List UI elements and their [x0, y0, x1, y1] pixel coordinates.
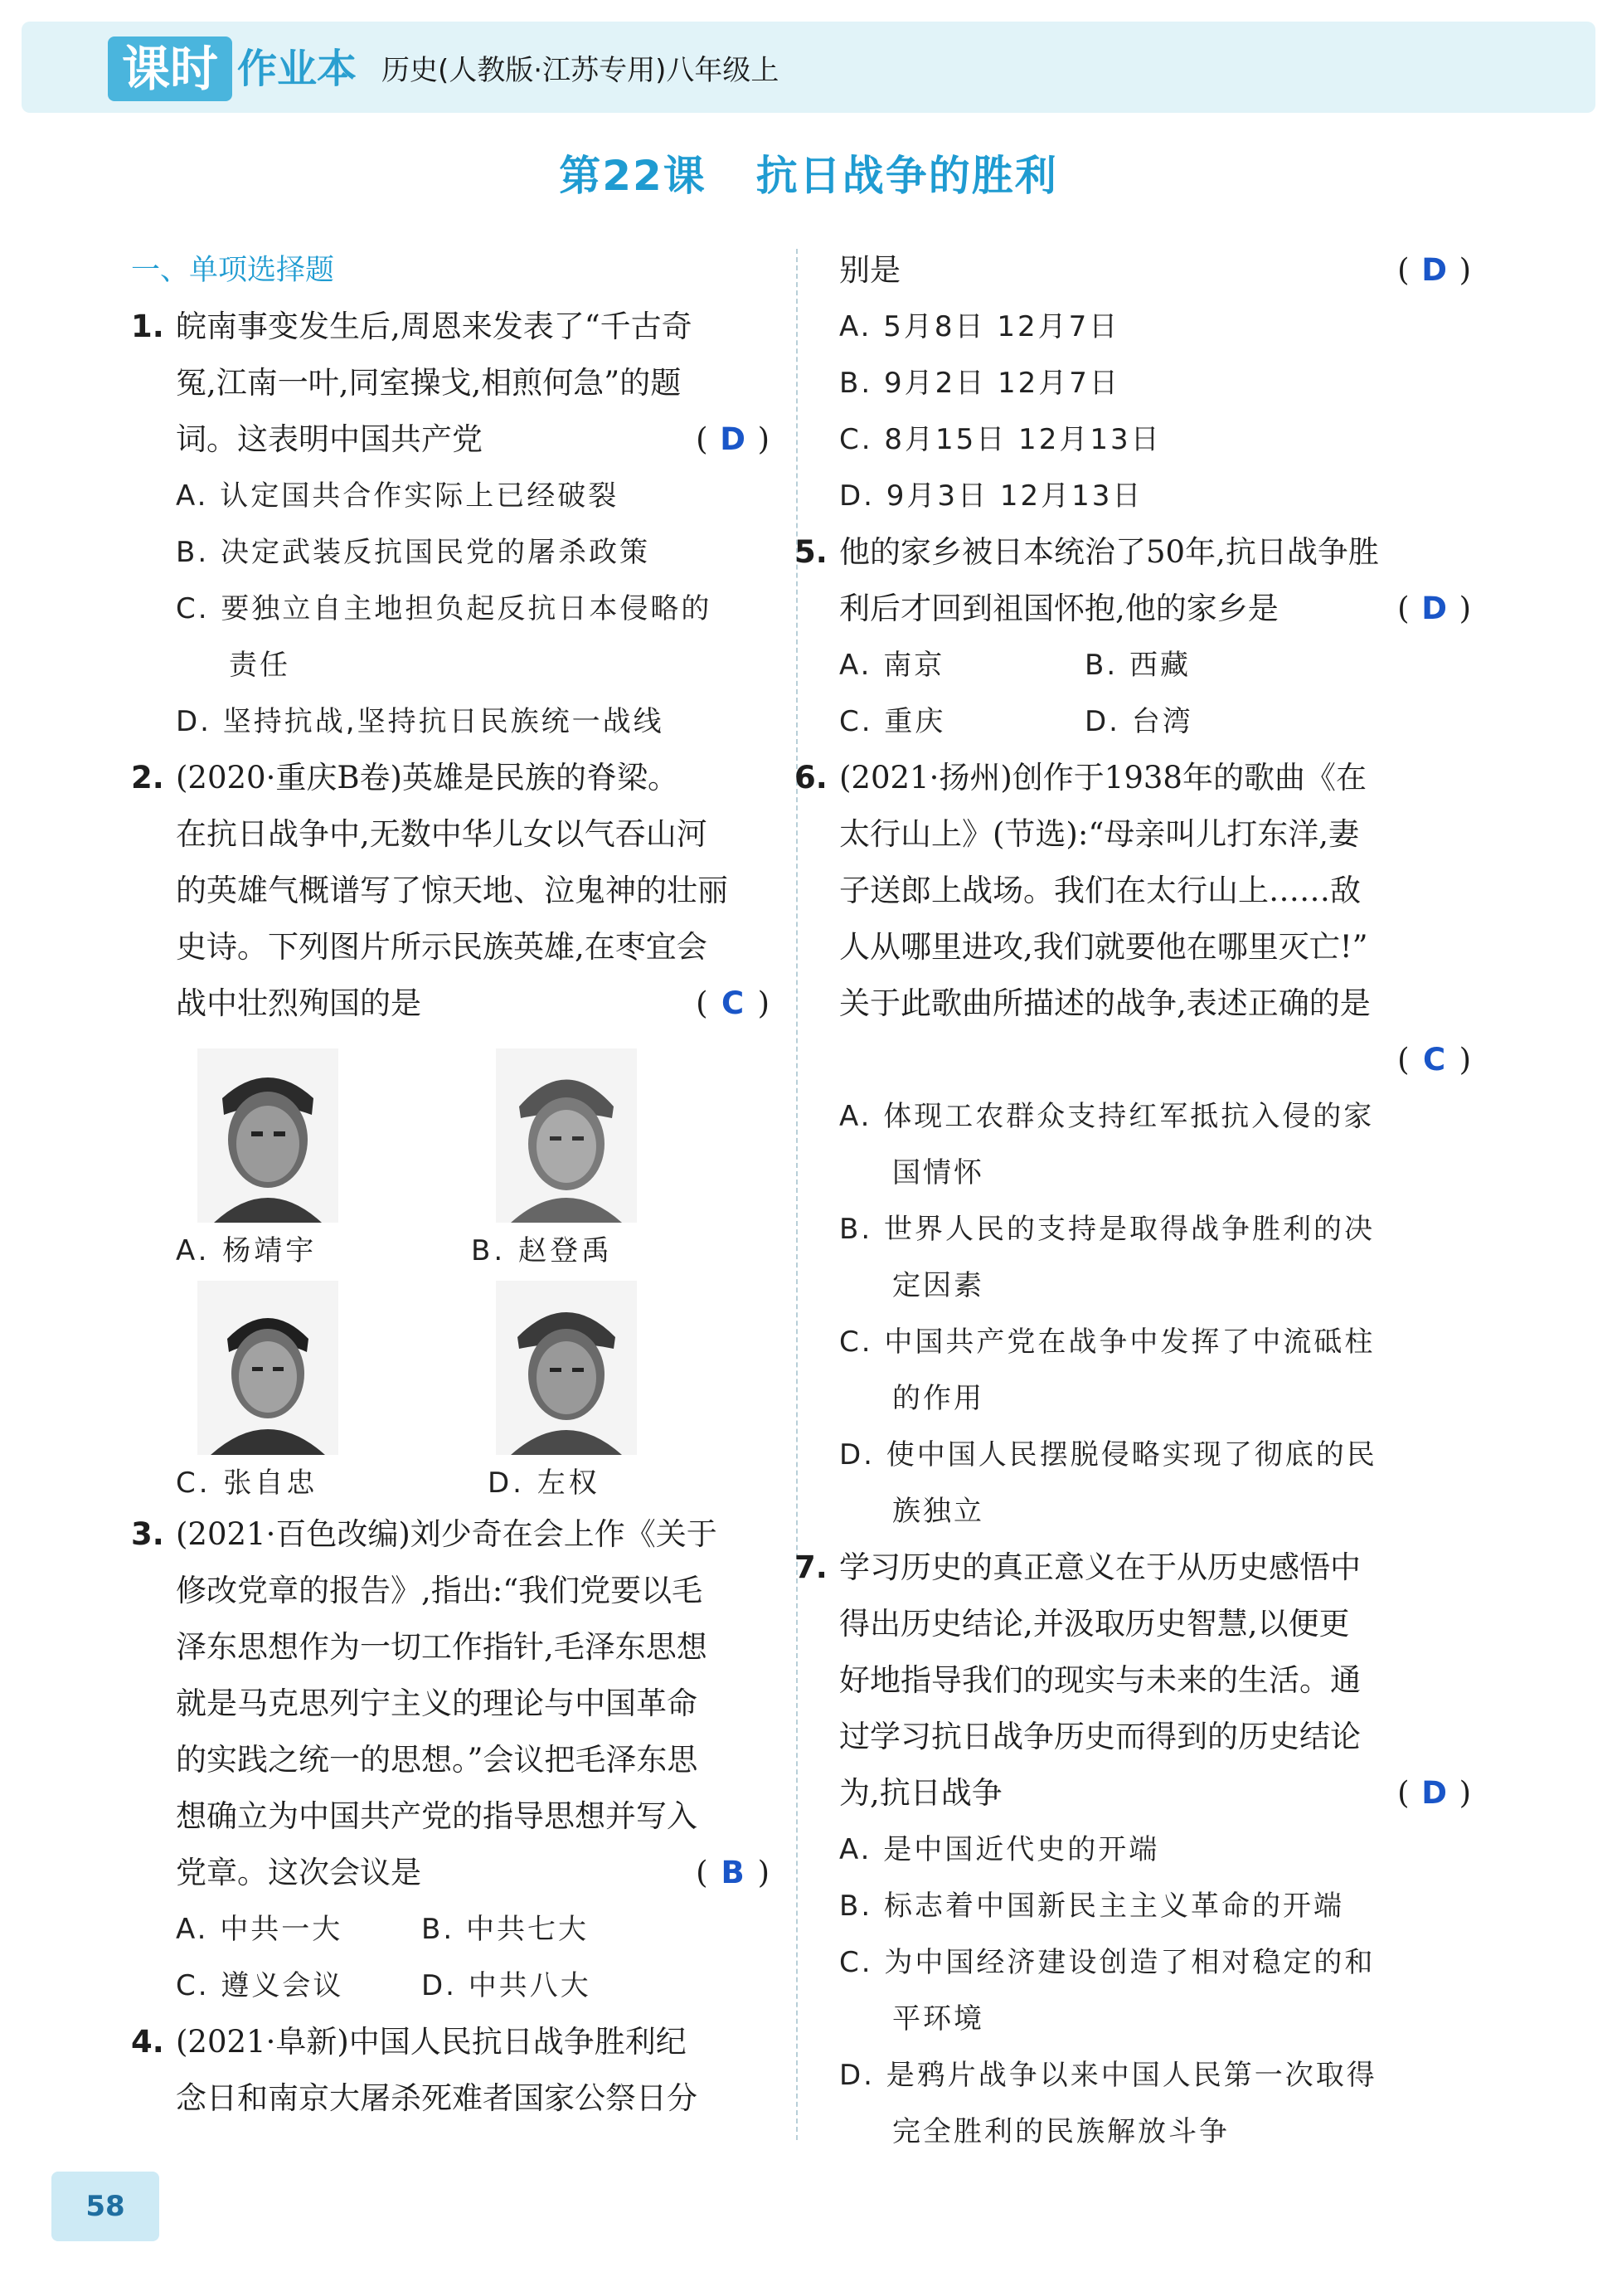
answer-bracket: ( C ) — [696, 975, 770, 1032]
option-continued: 平环境 — [892, 2002, 984, 2036]
question-text: 战中壮烈殉国的是 — [176, 985, 421, 1021]
option: B. 决定武装反抗国民党的屠杀政策 — [176, 536, 650, 569]
question-text: 为,抗日战争 — [839, 1775, 1003, 1811]
option: B. 中共七大 — [421, 1913, 589, 1946]
option: A. 中共一大 — [176, 1913, 343, 1946]
option: A. 认定国共合作实际上已经破裂 — [176, 479, 619, 513]
question-text: 好地指导我们的现实与未来的生活。通 — [839, 1662, 1361, 1698]
option: A. 南京 — [839, 649, 945, 682]
answer-bracket: ( B ) — [696, 1845, 770, 1901]
portrait-zhao-dengyu — [496, 1048, 637, 1223]
option-continued: 责任 — [229, 649, 290, 682]
logo-text: 作业本 — [237, 46, 357, 92]
question-text: (2020·重庆B卷)英雄是民族的脊梁。 — [176, 760, 678, 795]
question-text: 党章。这次会议是 — [176, 1855, 421, 1890]
option-continued: 定因素 — [892, 1269, 984, 1302]
portrait-label: A. 杨靖宇 — [176, 1234, 318, 1267]
portrait-label: B. 赵登禹 — [471, 1234, 613, 1267]
question-4 — [131, 2014, 770, 2127]
answer-bracket: ( D ) — [1397, 242, 1471, 299]
answer-letter: C — [1422, 1042, 1446, 1077]
question-4-continued — [839, 242, 1471, 524]
page-number: 58 — [51, 2172, 159, 2241]
question-text: 关于此歌曲所描述的战争,表述正确的是 — [839, 985, 1371, 1021]
question-text: (2021·扬州)创作于1938年的歌曲《在 — [839, 760, 1367, 795]
option: D. 是鸦片战争以来中国人民第一次取得 — [839, 2059, 1377, 2092]
question-text: 利后才回到祖国怀抱,他的家乡是 — [839, 591, 1279, 626]
question-text: (2021·百色改编)刘少奇在会上作《关于 — [176, 1516, 717, 1552]
option: B. 标志着中国新民主主义革命的开端 — [839, 1890, 1344, 1923]
answer-bracket: ( D ) — [1397, 1765, 1471, 1822]
question-number: 2. — [131, 760, 164, 795]
answer-letter: D — [720, 421, 745, 457]
option: B. 世界人民的支持是取得战争胜利的决 — [839, 1213, 1375, 1246]
question-text: 太行山上》(节选):“母亲叫儿打东洋,妻 — [839, 816, 1360, 852]
book-title: 历史(人教版·江苏专用)八年级上 — [381, 54, 779, 87]
lesson-title — [0, 143, 1617, 202]
answer-letter: B — [721, 1855, 745, 1890]
option: D. 使中国人民摆脱侵略实现了彻底的民 — [839, 1438, 1377, 1471]
logo-mark: 课时 — [108, 36, 232, 101]
answer-letter: D — [1421, 252, 1447, 288]
option: A. 是中国近代史的开端 — [839, 1833, 1160, 1866]
answer-bracket: ( C ) — [1397, 1032, 1471, 1088]
question-number: 3. — [131, 1516, 164, 1552]
question-number: 4. — [131, 2024, 164, 2060]
right-column — [794, 242, 1471, 2160]
option: C. 要独立自主地担负起反抗日本侵略的 — [176, 592, 712, 625]
question-text: 史诗。下列图片所示民族英雄,在枣宜会 — [176, 929, 707, 965]
question-text: 的英雄气概谱写了惊天地、泣鬼神的壮丽 — [176, 873, 728, 908]
question-2 — [131, 750, 770, 1500]
portrait-grid — [131, 1032, 770, 1500]
option: D. 台湾 — [1085, 705, 1193, 738]
option-row — [131, 1958, 770, 2014]
question-text: 泽东思想作为一切工作指针,毛泽东思想 — [176, 1629, 707, 1665]
portrait-label: C. 张自忠 — [176, 1467, 318, 1500]
question-text: 在抗日战争中,无数中华儿女以气吞山河 — [176, 816, 707, 852]
question-text: 子送郎上战场。我们在太行山上……敌 — [839, 873, 1361, 908]
answer-letter: C — [721, 985, 745, 1021]
option: D. 中共八大 — [421, 1969, 591, 2002]
portrait-label: D. 左权 — [488, 1467, 600, 1500]
option-row — [794, 637, 1471, 693]
portrait-zhang-zizhong — [197, 1281, 338, 1455]
question-text: 学习历史的真正意义在于从历史感悟中 — [839, 1549, 1361, 1585]
option: D. 坚持抗战,坚持抗日民族统一战线 — [176, 705, 664, 738]
question-text: 的实践之统一的思想。”会议把毛泽东思 — [176, 1742, 698, 1778]
question-text: 他的家乡被日本统治了50年,抗日战争胜 — [839, 534, 1379, 570]
left-column — [131, 242, 770, 2127]
question-text: 别是 — [839, 252, 901, 288]
question-5 — [794, 524, 1471, 750]
question-number: 1. — [131, 309, 164, 344]
option: B. 西藏 — [1085, 649, 1191, 682]
option: A. 体现工农群众支持红军抵抗入侵的家 — [839, 1100, 1375, 1133]
option-row — [794, 693, 1471, 750]
question-text: 修改党章的报告》,指出:“我们党要以毛 — [176, 1573, 703, 1608]
question-number: 5. — [794, 534, 828, 570]
question-6 — [794, 750, 1471, 1540]
portrait-yang-jingyu — [197, 1048, 338, 1223]
question-text: 冤,江南一叶,同室操戈,相煎何急”的题 — [176, 365, 682, 401]
option: A. 5月8日 12月7日 — [839, 310, 1120, 343]
question-7 — [794, 1540, 1471, 2160]
question-number: 6. — [794, 760, 828, 795]
lesson-name: 抗日战争的胜利 — [755, 152, 1058, 200]
question-text: 得出历史结论,并汲取历史智慧,以便更 — [839, 1606, 1350, 1642]
question-text: (2021·阜新)中国人民抗日战争胜利纪 — [176, 2024, 687, 2060]
question-text: 人从哪里进攻,我们就要他在哪里灭亡!” — [839, 929, 1368, 965]
option: C. 重庆 — [839, 705, 946, 738]
option: C. 为中国经济建设创造了相对稳定的和 — [839, 1946, 1376, 1979]
option: C. 遵义会议 — [176, 1969, 344, 2002]
option: C. 中国共产党在战争中发挥了中流砥柱 — [839, 1326, 1376, 1359]
question-text: 就是马克思列宁主义的理论与中国革命 — [176, 1686, 697, 1721]
option-continued: 族独立 — [892, 1495, 984, 1528]
option-continued: 完全胜利的民族解放斗争 — [892, 2115, 1230, 2148]
option: B. 9月2日 12月7日 — [839, 367, 1120, 400]
question-text: 词。这表明中国共产党 — [176, 421, 483, 457]
option-row — [131, 1901, 770, 1958]
answer-bracket: ( D ) — [696, 411, 770, 468]
question-3 — [131, 1506, 770, 2014]
question-1 — [131, 299, 770, 750]
portrait-zuo-quan — [496, 1281, 637, 1455]
question-number: 7. — [794, 1549, 828, 1585]
question-text: 念日和南京大屠杀死难者国家公祭日分 — [176, 2080, 697, 2116]
option-continued: 的作用 — [892, 1382, 984, 1415]
option-continued: 国情怀 — [892, 1156, 984, 1189]
answer-bracket: ( D ) — [1397, 581, 1471, 637]
answer-letter: D — [1421, 591, 1447, 626]
answer-letter: D — [1421, 1775, 1447, 1811]
lesson-number: 第22课 — [559, 152, 707, 200]
section-title: 一、单项选择题 — [131, 254, 335, 287]
question-text: 想确立为中国共产党的指导思想并写入 — [176, 1798, 697, 1834]
option: C. 8月15日 12月13日 — [839, 423, 1162, 456]
question-text: 皖南事变发生后,周恩来发表了“千古奇 — [176, 309, 692, 344]
question-text: 过学习抗日战争历史而得到的历史结论 — [839, 1719, 1361, 1754]
option: D. 9月3日 12月13日 — [839, 479, 1144, 513]
